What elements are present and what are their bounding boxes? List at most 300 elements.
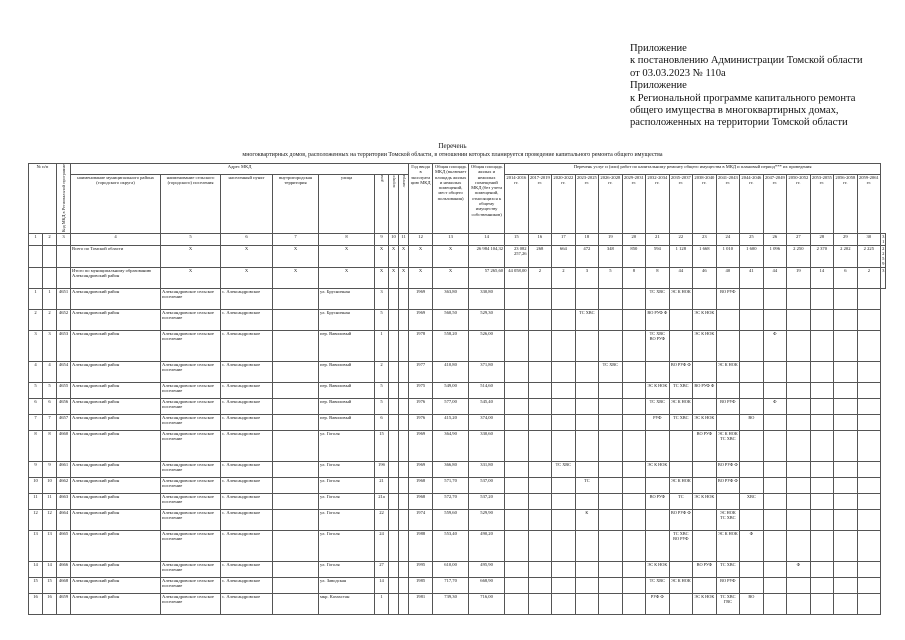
mkd-code: 4663 <box>57 493 71 509</box>
total-area: 57 265,60 <box>469 267 505 288</box>
year: 1985 <box>409 577 433 593</box>
header-period: 2038-2040 гг. <box>693 175 717 234</box>
row-number: 16 <box>29 593 43 614</box>
settlement: Александровское сельское поселение <box>161 414 221 430</box>
row-number: 8 <box>29 430 43 461</box>
work-cell <box>834 330 858 361</box>
locality: с. Александровское <box>221 309 273 330</box>
territory <box>273 330 319 361</box>
area-part: 374,00 <box>469 414 505 430</box>
work-cell <box>763 461 787 477</box>
total-area-part: 44 058,00 <box>505 267 529 288</box>
letter <box>399 330 409 361</box>
work-cell <box>599 398 623 414</box>
year: 1975 <box>409 382 433 398</box>
building <box>389 593 399 614</box>
column-number: 24 <box>716 234 740 246</box>
appendix-header <box>630 43 900 130</box>
municipality: Александровский район <box>71 461 161 477</box>
letter <box>399 561 409 577</box>
work-cell <box>599 430 623 461</box>
work-cell <box>834 493 858 509</box>
building <box>389 493 399 509</box>
header-letter <box>399 175 409 234</box>
municipality: Александровский район <box>71 382 161 398</box>
column-number: 9 <box>375 234 389 246</box>
work-cell <box>552 530 576 561</box>
work-cell <box>599 414 623 430</box>
house: 15 <box>375 430 389 461</box>
building <box>389 561 399 577</box>
work-cell <box>834 309 858 330</box>
work-cell <box>622 414 646 430</box>
area-total: 717,70 <box>433 577 469 593</box>
work-cell: ЭС К НОК <box>669 398 693 414</box>
work-cell <box>693 361 717 382</box>
header-line: к Региональной программе капитального ремонта <box>630 92 856 104</box>
work-cell <box>763 593 787 614</box>
work-cell <box>505 430 529 461</box>
period-count: 8 <box>646 267 670 288</box>
work-cell <box>575 414 599 430</box>
column-number: 17 <box>552 234 576 246</box>
work-cell <box>740 361 764 382</box>
year: 1976 <box>409 398 433 414</box>
mkd-code: 4651 <box>57 288 71 309</box>
building <box>389 477 399 493</box>
locality: с. Александровское <box>221 461 273 477</box>
letter <box>399 382 409 398</box>
work-cell <box>552 477 576 493</box>
work-cell <box>857 309 881 330</box>
x-mark: Х <box>319 267 375 288</box>
column-number: 5 <box>161 234 221 246</box>
work-cell <box>834 414 858 430</box>
year: 1968 <box>409 493 433 509</box>
column-number: 14 <box>469 234 505 246</box>
work-cell <box>693 288 717 309</box>
work-cell: ТС ХВС <box>669 414 693 430</box>
territory <box>273 509 319 530</box>
work-cell <box>857 561 881 577</box>
house: 6 <box>375 414 389 430</box>
header-period: 2059-2061 гг. <box>857 175 881 234</box>
building <box>389 461 399 477</box>
work-cell <box>552 430 576 461</box>
work-cell <box>810 461 834 477</box>
work-cell <box>575 382 599 398</box>
work-cell: ЭС К НОК <box>646 561 670 577</box>
work-cell <box>857 330 881 361</box>
work-cell <box>622 530 646 561</box>
work-cell: ВО РУФ <box>646 493 670 509</box>
building <box>389 530 399 561</box>
column-number: 1 <box>29 234 43 246</box>
work-cell <box>505 461 529 477</box>
period-count: 594 <box>646 245 670 267</box>
work-cell <box>716 330 740 361</box>
area-total: 549,00 <box>433 382 469 398</box>
street: ул. Брусничная <box>319 309 375 330</box>
x-mark: Х <box>221 245 273 267</box>
letter <box>399 509 409 530</box>
row-number: 13 <box>29 530 43 561</box>
house: 1 <box>375 593 389 614</box>
period-count: 472 <box>575 245 599 267</box>
work-cell <box>740 477 764 493</box>
work-cell: ЭС К НОК <box>646 461 670 477</box>
header-locality: населенный пункт <box>221 175 273 234</box>
header-period: 2017-2019 гг. <box>528 175 552 234</box>
work-cell <box>599 509 623 530</box>
work-cell <box>622 577 646 593</box>
work-cell <box>763 493 787 509</box>
work-cell <box>528 477 552 493</box>
work-cell <box>528 382 552 398</box>
mkd-table <box>28 163 886 615</box>
settlement: Александровское сельское поселение <box>161 430 221 461</box>
table-header-row <box>29 164 886 175</box>
work-cell: ВО РУФ Ф <box>646 309 670 330</box>
work-cell: ВО РУФ Ф <box>669 509 693 530</box>
header-period: 2023-2025 гг. <box>575 175 599 234</box>
work-cell: ТС ХВС ГВС <box>716 593 740 614</box>
work-cell <box>716 414 740 430</box>
header-num: № п/п <box>29 164 57 234</box>
header-settlement: наименование сельского (городского) поселения <box>161 175 221 234</box>
work-cell <box>505 493 529 509</box>
work-cell <box>505 530 529 561</box>
total-region-row <box>29 245 886 267</box>
work-cell <box>787 493 811 509</box>
row-number: 5 <box>29 382 43 398</box>
building <box>389 382 399 398</box>
column-number: 3 <box>57 234 71 246</box>
area-total: 364,90 <box>433 430 469 461</box>
work-cell <box>575 330 599 361</box>
letter <box>399 477 409 493</box>
work-cell <box>763 530 787 561</box>
work-cell: ТС ХВС <box>716 561 740 577</box>
x-mark: Х <box>433 267 469 288</box>
building <box>389 430 399 461</box>
work-cell <box>646 509 670 530</box>
work-cell <box>810 361 834 382</box>
column-number: 20 <box>622 234 646 246</box>
territory <box>273 561 319 577</box>
locality: с. Александровское <box>221 382 273 398</box>
work-cell: ВО РУФ Ф <box>716 461 740 477</box>
table-row <box>29 382 886 398</box>
work-cell <box>528 309 552 330</box>
row-number-2: 12 <box>43 509 57 530</box>
work-cell <box>622 477 646 493</box>
letter <box>399 493 409 509</box>
area-total: 553,40 <box>433 530 469 561</box>
row-number-2: 6 <box>43 398 57 414</box>
table-row <box>29 398 886 414</box>
work-cell <box>528 593 552 614</box>
work-cell <box>552 398 576 414</box>
work-cell <box>622 309 646 330</box>
work-cell <box>857 477 881 493</box>
header-period: 2035-2037 гг. <box>669 175 693 234</box>
row-number-2: 4 <box>43 361 57 382</box>
year: 1977 <box>409 361 433 382</box>
column-number: 22 <box>669 234 693 246</box>
area-total: 363,80 <box>433 288 469 309</box>
municipality: Александровский район <box>71 309 161 330</box>
period-count: 2 225 <box>857 245 881 267</box>
work-cell: ЭС К НОК <box>693 309 717 330</box>
work-cell <box>763 561 787 577</box>
header-period: 2047-2049 гг. <box>763 175 787 234</box>
row-number-2: 1 <box>43 288 57 309</box>
work-cell <box>622 430 646 461</box>
row-number-2: 13 <box>43 530 57 561</box>
work-cell: ТС ХВС <box>552 461 576 477</box>
work-cell <box>810 382 834 398</box>
work-cell: ЭС К НОК <box>646 382 670 398</box>
mkd-code: 4662 <box>57 477 71 493</box>
work-cell <box>810 477 834 493</box>
period-count: 268 <box>528 245 552 267</box>
settlement: Александровское сельское поселение <box>161 461 221 477</box>
period-count: 2 250 <box>787 245 811 267</box>
building <box>389 309 399 330</box>
work-cell <box>740 309 764 330</box>
work-cell <box>763 309 787 330</box>
table-cell <box>43 245 57 267</box>
work-cell: ТС ХВС ВО РУФ <box>669 530 693 561</box>
x-mark: Х <box>375 245 389 267</box>
row-number: 11 <box>29 493 43 509</box>
table-row <box>29 593 886 614</box>
house: 5 <box>375 382 389 398</box>
period-count: 44 <box>763 267 787 288</box>
letter <box>399 577 409 593</box>
total-label: Всего по Томской области <box>71 245 161 267</box>
row-number-2: 3 <box>43 330 57 361</box>
x-mark: Х <box>161 245 221 267</box>
header-address: Адрес МКД <box>71 164 409 175</box>
period-count: 1 096 <box>763 245 787 267</box>
x-mark: Х <box>221 267 273 288</box>
table-row <box>29 430 886 461</box>
header-period: 2026-2028 гг. <box>599 175 623 234</box>
header-municipality: наименование муниципального района (городского округа) <box>71 175 161 234</box>
work-cell <box>857 593 881 614</box>
locality: с. Александровское <box>221 509 273 530</box>
mkd-code: 4668 <box>57 577 71 593</box>
house: 5 <box>375 398 389 414</box>
area-total: 558,20 <box>433 330 469 361</box>
work-cell <box>763 509 787 530</box>
street: ул. Гоголя <box>319 461 375 477</box>
work-cell <box>646 430 670 461</box>
work-cell <box>693 461 717 477</box>
period-count: 41 <box>740 267 764 288</box>
work-cell <box>599 530 623 561</box>
period-count: 2 <box>857 267 881 288</box>
work-cell <box>575 398 599 414</box>
header-line: к постановлению Администрации Томской области <box>630 55 863 67</box>
work-cell: ЭС К НОК <box>693 414 717 430</box>
work-cell <box>528 509 552 530</box>
table-cell <box>57 245 71 267</box>
municipality: Александровский район <box>71 561 161 577</box>
letter <box>399 398 409 414</box>
work-cell <box>622 361 646 382</box>
letter <box>399 309 409 330</box>
work-cell: ВО РУФ <box>716 577 740 593</box>
work-cell <box>693 398 717 414</box>
work-cell <box>528 288 552 309</box>
work-cell <box>834 530 858 561</box>
work-cell <box>552 493 576 509</box>
street: ул. Заводская <box>319 577 375 593</box>
x-mark: Х <box>273 267 319 288</box>
work-cell: ТС ХВС <box>669 382 693 398</box>
period-count: 44 <box>669 267 693 288</box>
header-period: 2053-2055 гг. <box>810 175 834 234</box>
column-number: 30 <box>857 234 881 246</box>
period-count: 2 202 <box>834 245 858 267</box>
work-cell <box>763 288 787 309</box>
column-number: 10 <box>389 234 399 246</box>
header-line: от 03.03.2023 № 110а <box>630 67 726 79</box>
area-part: 529,90 <box>469 509 505 530</box>
work-cell <box>834 561 858 577</box>
column-number: 25 <box>740 234 764 246</box>
column-number: 27 <box>787 234 811 246</box>
document-title <box>0 142 905 160</box>
work-cell: ЭС К НОК <box>716 361 740 382</box>
work-cell <box>669 309 693 330</box>
letter <box>399 361 409 382</box>
year: 1969 <box>409 309 433 330</box>
work-cell <box>505 414 529 430</box>
work-cell <box>810 309 834 330</box>
row-number: 14 <box>29 561 43 577</box>
work-cell <box>834 509 858 530</box>
area-part: 668,90 <box>469 577 505 593</box>
area-total: 571,70 <box>433 477 469 493</box>
mkd-code: 4652 <box>57 309 71 330</box>
work-cell: ВО РУФ <box>716 288 740 309</box>
settlement: Александровское сельское поселение <box>161 577 221 593</box>
street: пер. Вавиловый <box>319 382 375 398</box>
mkd-code: 4659 <box>57 593 71 614</box>
letter <box>399 461 409 477</box>
total-label: Итого по муниципальному образованию Александровский район <box>71 267 161 288</box>
locality: с. Александровское <box>221 530 273 561</box>
table-row <box>29 361 886 382</box>
settlement: Александровское сельское поселение <box>161 477 221 493</box>
work-cell: ЭС К НОК <box>693 493 717 509</box>
row-number: 10 <box>29 477 43 493</box>
work-cell <box>787 361 811 382</box>
street: пер. Вавиловый <box>319 330 375 361</box>
area-part: 330,80 <box>469 288 505 309</box>
work-cell <box>834 430 858 461</box>
work-cell: Ф <box>763 330 787 361</box>
x-mark: Х <box>409 245 433 267</box>
period-count: 5 <box>599 267 623 288</box>
work-cell <box>552 593 576 614</box>
letter <box>399 288 409 309</box>
work-cell <box>505 361 529 382</box>
table-row <box>29 309 886 330</box>
mkd-code: 4661 <box>57 461 71 477</box>
work-cell <box>599 477 623 493</box>
x-mark: Х <box>399 245 409 267</box>
work-cell <box>505 561 529 577</box>
header-period: 2029-2031 гг. <box>622 175 646 234</box>
work-cell <box>810 430 834 461</box>
locality: с. Александровское <box>221 414 273 430</box>
work-cell: Ф <box>787 561 811 577</box>
work-cell <box>646 530 670 561</box>
work-cell <box>834 288 858 309</box>
work-cell: ТС <box>669 493 693 509</box>
row-number: 12 <box>29 509 43 530</box>
area-part: 537,00 <box>469 477 505 493</box>
work-cell <box>599 493 623 509</box>
municipality: Александровский район <box>71 330 161 361</box>
row-number: 9 <box>29 461 43 477</box>
work-cell <box>622 461 646 477</box>
table-row <box>29 288 886 309</box>
work-cell <box>552 309 576 330</box>
settlement: Александровское сельское поселение <box>161 382 221 398</box>
total-area: 26 984 104,32 <box>469 245 505 267</box>
work-cell: ЭС К НОК <box>669 477 693 493</box>
work-cell <box>528 577 552 593</box>
row-number-2: 14 <box>43 561 57 577</box>
work-cell <box>505 382 529 398</box>
year: 1976 <box>409 414 433 430</box>
period-count: 6 <box>834 267 858 288</box>
column-number: 18 <box>575 234 599 246</box>
work-cell <box>505 509 529 530</box>
work-cell <box>857 509 881 530</box>
column-number: 15 <box>505 234 529 246</box>
letter <box>399 530 409 561</box>
work-cell <box>505 577 529 593</box>
work-cell <box>763 414 787 430</box>
header-works: Перечень услуг и (или) работ по капитальному ремонту общего имущества в МКД и плановый период*** их проведения <box>505 164 881 175</box>
work-cell <box>599 382 623 398</box>
work-cell: ВО <box>740 414 764 430</box>
work-cell <box>599 561 623 577</box>
area-total: 410,80 <box>433 361 469 382</box>
work-cell <box>552 414 576 430</box>
locality: с. Александровское <box>221 330 273 361</box>
house: 5 <box>375 309 389 330</box>
period-count: 1 600 <box>740 245 764 267</box>
work-cell <box>716 493 740 509</box>
work-cell <box>834 593 858 614</box>
table-row <box>29 561 886 577</box>
header-house-text: дом <box>378 175 384 182</box>
work-cell: ВО <box>740 593 764 614</box>
work-cell <box>763 477 787 493</box>
header-area-part: Общая площадь жилых и нежилых помещений МКД (без учета помещений, относящихся к общему имуществу собственников) <box>469 164 505 234</box>
work-cell: Ф <box>763 398 787 414</box>
work-cell <box>528 361 552 382</box>
area-part: 490,20 <box>469 530 505 561</box>
